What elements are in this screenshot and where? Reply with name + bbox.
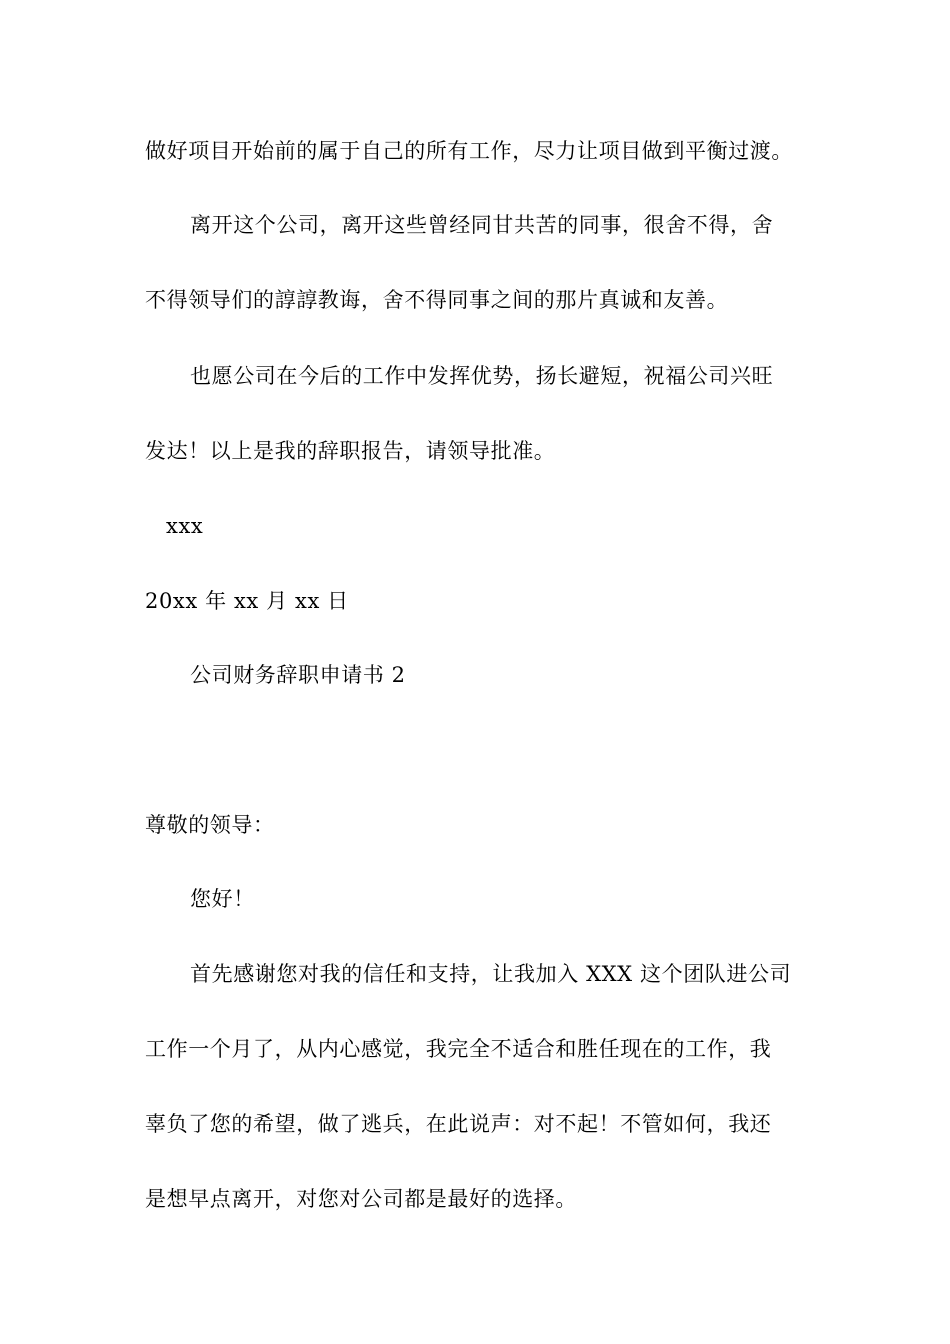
paragraph-line: 不得领导们的諄諄教诲，舍不得同事之间的那片真诚和友善。 [145,288,729,312]
section-title: 公司财务辞职申请书 2 [190,663,406,687]
paragraph-line: 辜负了您的希望，做了逃兵，在此说声：对不起！不管如何，我还 [145,1112,772,1136]
paragraph-line: 首先感谢您对我的信任和支持，让我加入 XXX 这个团队进公司 [190,962,792,986]
signature-name: xxx [166,514,204,538]
paragraph-line: 离开这个公司，离开这些曾经同甘共苦的同事，很舍不得，舍 [190,213,774,237]
paragraph-line: 做好项目开始前的属于自己的所有工作，尽力让项目做到平衡过渡。 [145,139,793,163]
paragraph-line: 也愿公司在今后的工作中发挥优势，扬长避短，祝福公司兴旺 [190,364,774,388]
salutation: 尊敬的领导： [145,813,275,837]
paragraph-line: 工作一个月了，从内心感觉，我完全不适合和胜任现在的工作，我 [145,1037,772,1061]
paragraph-line: 发达！以上是我的辞职报告，请领导批准。 [145,439,556,463]
signature-date: 20xx 年 xx 月 xx 日 [145,589,349,613]
greeting: 您好！ [190,887,255,911]
paragraph-line: 是想早点离开，对您对公司都是最好的选择。 [145,1187,577,1211]
